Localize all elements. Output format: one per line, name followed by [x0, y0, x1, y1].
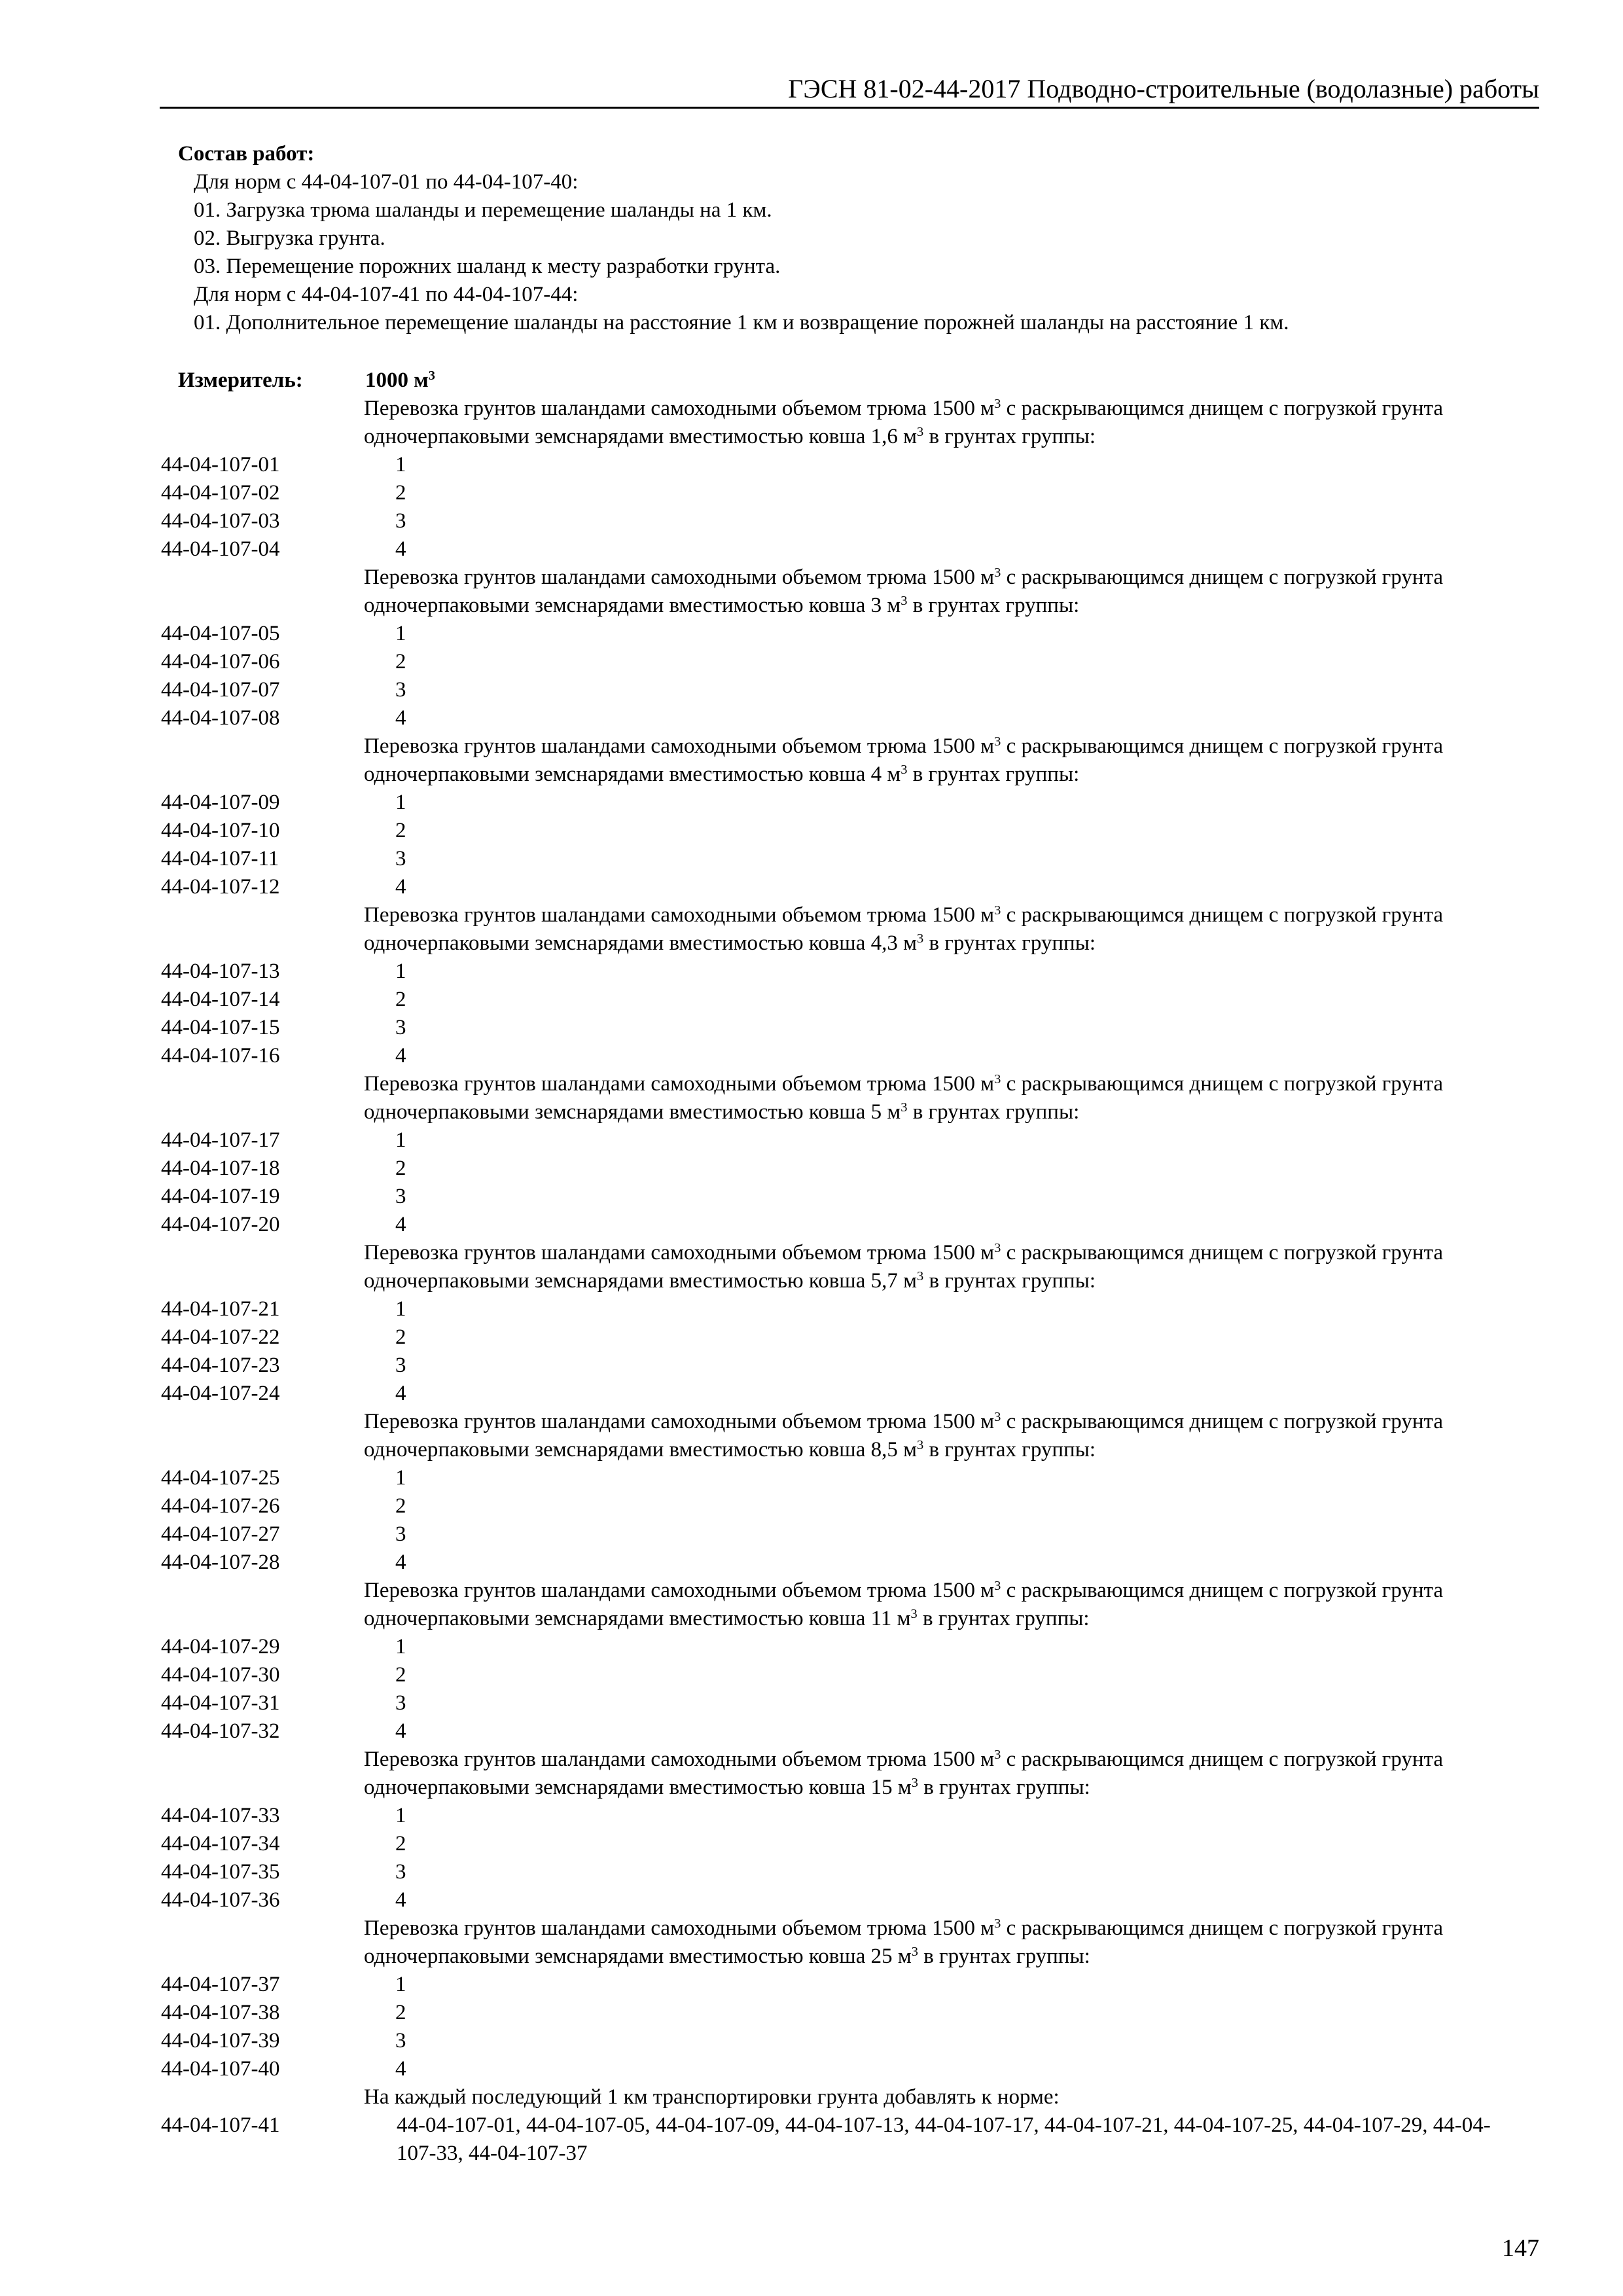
soil-group-number: 4 [395, 537, 406, 561]
group-description [364, 901, 1542, 958]
additional-norm-row [0, 2111, 1623, 2168]
norm-code: 44-04-107-02 [161, 481, 280, 505]
desc-pre: Перевозка грунтов шаландами самоходными объемом трюма 1500 м [364, 1410, 995, 1433]
desc-sup: 3 [994, 1409, 1001, 1424]
desc-post: в грунтах группы: [923, 931, 1096, 955]
soil-group-number: 2 [395, 650, 406, 673]
desc-sup: 3 [994, 1578, 1001, 1593]
norm-row [0, 2027, 1623, 2055]
norm-row [0, 1802, 1623, 1830]
norm-row [0, 1661, 1623, 1689]
norm-code: 44-04-107-24 [161, 1382, 280, 1405]
desc-post: в грунтах группы: [907, 594, 1080, 617]
soil-group-number: 3 [395, 1354, 406, 1377]
soil-group-number: 2 [395, 1663, 406, 1687]
soil-group-number: 4 [395, 2057, 406, 2081]
norm-row [0, 2055, 1623, 2083]
norm-row [0, 1014, 1623, 1042]
bucket-sup: 3 [901, 593, 908, 608]
soil-group-number: 2 [395, 819, 406, 842]
norm-code: 44-04-107-03 [161, 509, 280, 533]
desc-pre: Перевозка грунтов шаландами самоходными объемом трюма 1500 м [364, 1072, 995, 1096]
bucket-sup: 3 [910, 1606, 918, 1621]
norm-code: 44-04-107-09 [161, 791, 280, 814]
norm-row [0, 1464, 1623, 1492]
desc-mid: с раскрывающимся днищем с погрузкой грунта одночерпаковыми земснарядами вместимостью ковша [364, 903, 1443, 955]
page-header-title: ГЭСН 81-02-44-2017 Подводно-строительные (водолазные) работы [788, 74, 1539, 103]
additional-norm-list: 44-04-107-01, 44-04-107-05, 44-04-107-09, 44-04-107-13, 44-04-107-17, 44-04-107-21, 44-04-107-25, 44-04-107-29, 44-04-107-33, 44-04-107-37 [397, 2113, 1491, 2165]
soil-group-number: 2 [395, 988, 406, 1011]
bucket-sup: 3 [911, 1775, 918, 1790]
desc-mid: с раскрывающимся днищем с погрузкой грунта одночерпаковыми земснарядами вместимостью ковша [364, 1916, 1443, 1968]
soil-group-number: 3 [395, 1860, 406, 1884]
norm-code: 44-04-107-34 [161, 1832, 280, 1856]
soil-group-number: 3 [395, 509, 406, 533]
page-number: 147 [1502, 2234, 1539, 2262]
norm-code: 44-04-107-21 [161, 1297, 280, 1321]
desc-mid: с раскрывающимся днищем с погрузкой грунта одночерпаковыми земснарядами вместимостью ковша [364, 1241, 1443, 1293]
norm-row [0, 1549, 1623, 1577]
desc-mid: с раскрывающимся днищем с погрузкой грунта одночерпаковыми земснарядами вместимостью ковша [364, 1579, 1443, 1630]
norm-row [0, 1323, 1623, 1352]
norm-row [0, 1520, 1623, 1549]
norm-code: 44-04-107-40 [161, 2057, 280, 2081]
norm-code: 44-04-107-04 [161, 537, 280, 561]
work-composition [178, 140, 1539, 337]
norm-row [0, 817, 1623, 845]
bucket-size: 3 м [870, 594, 901, 617]
bucket-sup: 3 [901, 1100, 908, 1115]
desc-pre: Перевозка грунтов шаландами самоходными объемом трюма 1500 м [364, 903, 995, 927]
desc-sup: 3 [994, 1747, 1001, 1762]
desc-pre: Перевозка грунтов шаландами самоходными объемом трюма 1500 м [364, 734, 995, 758]
bucket-sup: 3 [917, 931, 924, 946]
soil-group-number: 4 [395, 706, 406, 730]
desc-sup: 3 [994, 1240, 1001, 1255]
soil-group-number: 1 [395, 1973, 406, 1996]
soil-group-number: 3 [395, 1016, 406, 1039]
norm-row [0, 451, 1623, 479]
desc-post: в грунтах группы: [918, 1945, 1090, 1968]
norm-row [0, 1830, 1623, 1858]
norm-code: 44-04-107-39 [161, 2029, 280, 2053]
soil-group-number: 1 [395, 1466, 406, 1490]
desc-pre: Перевозка грунтов шаландами самоходными объемом трюма 1500 м [364, 1748, 995, 1771]
soil-group-number: 3 [395, 1691, 406, 1715]
norm-code: 44-04-107-08 [161, 706, 280, 730]
bucket-size: 5 м [870, 1100, 901, 1124]
desc-sup: 3 [994, 396, 1001, 411]
norm-row [0, 845, 1623, 873]
soil-group-number: 2 [395, 1832, 406, 1856]
norm-row [0, 1183, 1623, 1211]
measure-label: Измеритель: [178, 368, 303, 392]
additional-intro: На каждый последующий 1 км транспортировки грунта добавлять к норме: [364, 2085, 1060, 2109]
bucket-sup: 3 [917, 1437, 924, 1452]
norm-row [0, 1042, 1623, 1070]
soil-group-number: 1 [395, 960, 406, 983]
group-description [364, 1070, 1542, 1126]
norm-row [0, 1886, 1623, 1914]
norm-row [0, 1858, 1623, 1886]
norm-code: 44-04-107-30 [161, 1663, 280, 1687]
soil-group-number: 1 [395, 1635, 406, 1659]
norm-code: 44-04-107-20 [161, 1213, 280, 1236]
norm-code: 44-04-107-36 [161, 1888, 280, 1912]
group-description [364, 1577, 1542, 1633]
norm-row [0, 1971, 1623, 1999]
work-line: Для норм с 44-04-107-41 по 44-04-107-44: [194, 283, 579, 306]
desc-post: в грунтах группы: [917, 1607, 1090, 1630]
bucket-sup: 3 [911, 1944, 918, 1959]
desc-pre: Перевозка грунтов шаландами самоходными объемом трюма 1500 м [364, 397, 995, 420]
norm-code: 44-04-107-11 [161, 847, 279, 870]
norm-code: 44-04-107-25 [161, 1466, 280, 1490]
soil-group-number: 4 [395, 1213, 406, 1236]
norm-row [0, 535, 1623, 564]
norm-row [0, 676, 1623, 704]
norm-code: 44-04-107-23 [161, 1354, 280, 1377]
group-description [364, 1239, 1542, 1295]
bucket-size: 11 м [870, 1607, 911, 1630]
norm-code: 44-04-107-15 [161, 1016, 280, 1039]
norm-code: 44-04-107-27 [161, 1522, 280, 1546]
soil-group-number: 4 [395, 1719, 406, 1743]
desc-sup: 3 [994, 565, 1001, 580]
header-divider [160, 107, 1539, 109]
soil-group-number: 2 [395, 1157, 406, 1180]
norm-code: 44-04-107-14 [161, 988, 280, 1011]
norm-row [0, 986, 1623, 1014]
norm-row [0, 1999, 1623, 2027]
soil-group-number: 1 [395, 1128, 406, 1152]
desc-post: в грунтах группы: [907, 1100, 1080, 1124]
bucket-size: 5,7 м [870, 1269, 917, 1293]
soil-group-number: 3 [395, 847, 406, 870]
soil-group-number: 1 [395, 453, 406, 476]
norm-code: 44-04-107-19 [161, 1185, 280, 1208]
work-line: 02. Выгрузка грунта. [194, 226, 385, 250]
desc-pre: Перевозка грунтов шаландами самоходными объемом трюма 1500 м [364, 1579, 995, 1602]
norm-row [0, 873, 1623, 901]
bucket-size: 1,6 м [870, 425, 917, 448]
bucket-sup: 3 [917, 1268, 924, 1283]
norm-code: 44-04-107-28 [161, 1551, 280, 1574]
work-line: 01. Загрузка трюма шаланды и перемещение шаланды на 1 км. [194, 198, 772, 222]
desc-pre: Перевозка грунтов шаландами самоходными объемом трюма 1500 м [364, 1916, 995, 1940]
norm-row [0, 479, 1623, 507]
norm-code: 44-04-107-38 [161, 2001, 280, 2024]
norm-code: 44-04-107-06 [161, 650, 280, 673]
norm-code: 44-04-107-01 [161, 453, 280, 476]
soil-group-number: 1 [395, 1804, 406, 1827]
soil-group-number: 4 [395, 1044, 406, 1067]
soil-group-number: 1 [395, 622, 406, 645]
norm-row [0, 1380, 1623, 1408]
desc-pre: Перевозка грунтов шаландами самоходными объемом трюма 1500 м [364, 1241, 995, 1265]
norm-row [0, 648, 1623, 676]
desc-mid: с раскрывающимся днищем с погрузкой грунта одночерпаковыми земснарядами вместимостью ковша [364, 565, 1443, 617]
norm-row [0, 507, 1623, 535]
soil-group-number: 2 [395, 1325, 406, 1349]
desc-mid: с раскрывающимся днищем с погрузкой грунта одночерпаковыми земснарядами вместимостью ковша [364, 397, 1443, 448]
soil-group-number: 2 [395, 481, 406, 505]
soil-group-number: 4 [395, 1551, 406, 1574]
group-description [364, 1746, 1542, 1802]
norm-row [0, 1352, 1623, 1380]
desc-mid: с раскрывающимся днищем с погрузкой грунта одночерпаковыми земснарядами вместимостью ковша [364, 1072, 1443, 1124]
norm-code: 44-04-107-07 [161, 678, 280, 702]
group-description [364, 1914, 1542, 1971]
work-line: Для норм с 44-04-107-01 по 44-04-107-40: [194, 170, 579, 194]
soil-group-number: 1 [395, 1297, 406, 1321]
norm-code: 44-04-107-18 [161, 1157, 280, 1180]
desc-post: в грунтах группы: [923, 1269, 1096, 1293]
desc-pre: Перевозка грунтов шаландами самоходными объемом трюма 1500 м [364, 565, 995, 589]
desc-post: в грунтах группы: [923, 1438, 1096, 1462]
soil-group-number: 3 [395, 1522, 406, 1546]
norm-row [0, 1492, 1623, 1520]
bucket-size: 15 м [870, 1776, 912, 1799]
norm-row [0, 958, 1623, 986]
norm-row [0, 1155, 1623, 1183]
desc-sup: 3 [994, 1916, 1001, 1931]
norm-code: 44-04-107-10 [161, 819, 280, 842]
measure-value: 1000 $м^3$ [365, 368, 435, 392]
soil-group-number: 3 [395, 678, 406, 702]
norms-list [0, 395, 1623, 2168]
soil-group-number: 2 [395, 1494, 406, 1518]
work-line: 01. Дополнительное перемещение шаланды на расстояние 1 км и возвращение порожней шаланды на расстояние 1 км. [194, 311, 1289, 334]
norm-code: 44-04-107-35 [161, 1860, 280, 1884]
group-description [364, 1408, 1542, 1464]
norm-code: 44-04-107-16 [161, 1044, 280, 1067]
desc-sup: 3 [994, 1071, 1001, 1086]
soil-group-number: 1 [395, 791, 406, 814]
desc-post: в грунтах группы: [918, 1776, 1090, 1799]
work-composition-title: Состав работ: [178, 142, 315, 166]
bucket-size: 4 м [870, 762, 901, 786]
bucket-sup: 3 [901, 762, 908, 777]
bucket-size: 4,3 м [870, 931, 917, 955]
norm-row [0, 620, 1623, 648]
desc-mid: с раскрывающимся днищем с погрузкой грунта одночерпаковыми земснарядами вместимостью ковша [364, 1748, 1443, 1799]
soil-group-number: 3 [395, 2029, 406, 2053]
soil-group-number: 4 [395, 1888, 406, 1912]
bucket-size: 25 м [870, 1945, 912, 1968]
group-description [364, 564, 1542, 620]
norm-row [0, 1295, 1623, 1323]
desc-mid: с раскрывающимся днищем с погрузкой грунта одночерпаковыми земснарядами вместимостью ковша [364, 1410, 1443, 1462]
norm-code: 44-04-107-32 [161, 1719, 280, 1743]
norm-code: 44-04-107-37 [161, 1973, 280, 1996]
soil-group-number: 4 [395, 1382, 406, 1405]
work-line: 03. Перемещение порожних шаланд к месту разработки грунта. [194, 255, 781, 278]
norm-row [0, 1689, 1623, 1717]
desc-mid: с раскрывающимся днищем с погрузкой грунта одночерпаковыми земснарядами вместимостью ковша [364, 734, 1443, 786]
norm-code: 44-04-107-41 [161, 2113, 280, 2137]
norm-code: 44-04-107-33 [161, 1804, 280, 1827]
soil-group-number: 3 [395, 1185, 406, 1208]
desc-sup: 3 [994, 734, 1001, 749]
norm-code: 44-04-107-22 [161, 1325, 280, 1349]
norm-row [0, 1211, 1623, 1239]
norm-code: 44-04-107-17 [161, 1128, 280, 1152]
norm-code: 44-04-107-31 [161, 1691, 280, 1715]
desc-post: в грунтах группы: [907, 762, 1080, 786]
norm-row [0, 1126, 1623, 1155]
norm-row [0, 704, 1623, 732]
norm-code: 44-04-107-26 [161, 1494, 280, 1518]
norm-row [0, 1633, 1623, 1661]
norm-code: 44-04-107-05 [161, 622, 280, 645]
soil-group-number: 2 [395, 2001, 406, 2024]
measure-unit [178, 367, 1539, 395]
desc-sup: 3 [994, 903, 1001, 918]
soil-group-number: 4 [395, 875, 406, 899]
norm-code: 44-04-107-13 [161, 960, 280, 983]
norm-code: 44-04-107-29 [161, 1635, 280, 1659]
bucket-size: 8,5 м [870, 1438, 917, 1462]
group-description [364, 395, 1542, 451]
norm-row [0, 1717, 1623, 1746]
bucket-sup: 3 [917, 424, 924, 439]
group-description [364, 732, 1542, 789]
norm-row [0, 789, 1623, 817]
norm-code: 44-04-107-12 [161, 875, 280, 899]
desc-post: в грунтах группы: [923, 425, 1096, 448]
